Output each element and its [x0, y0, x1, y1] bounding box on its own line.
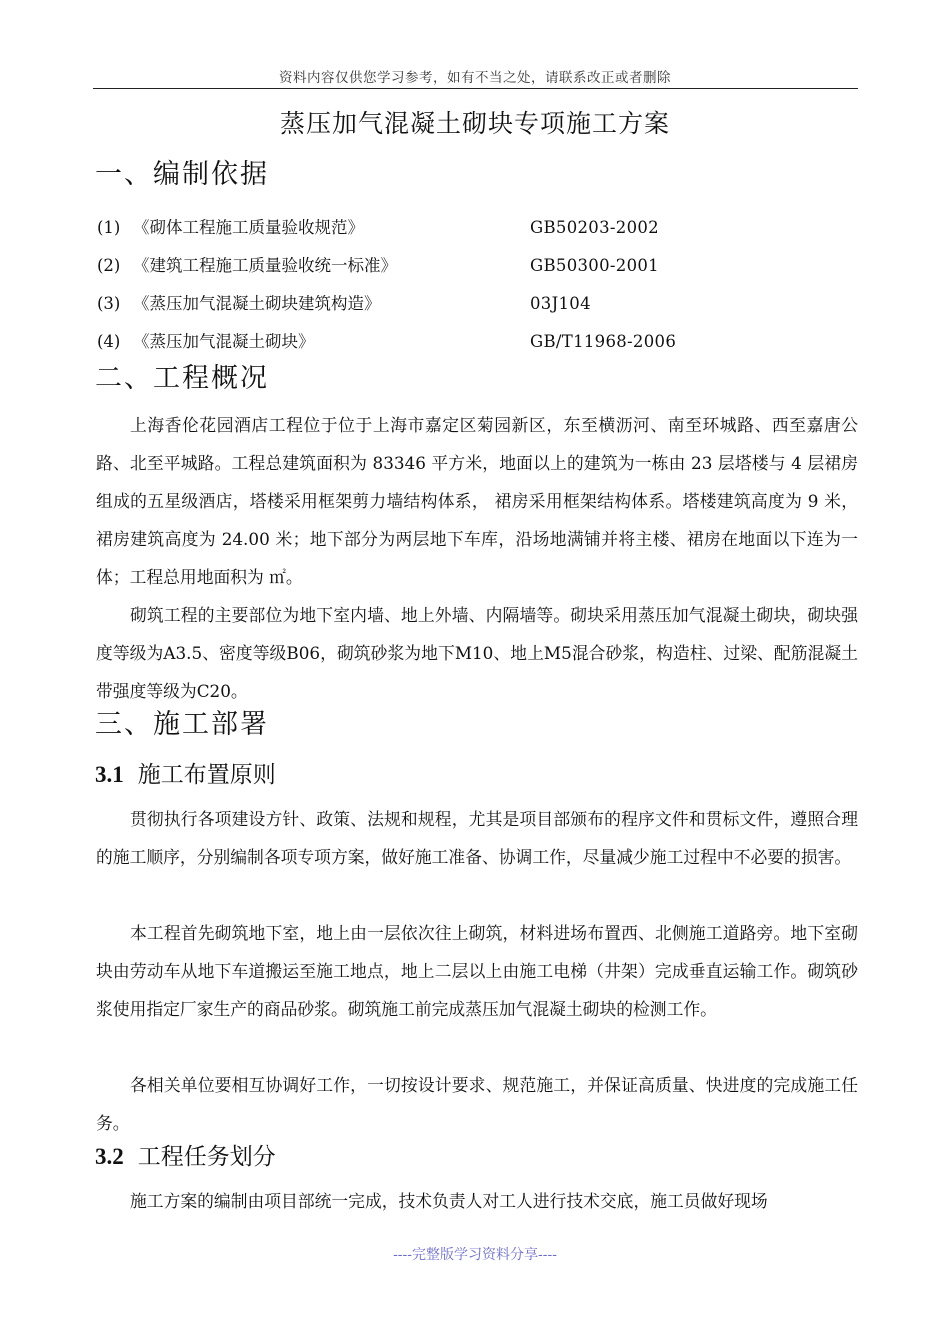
overview-paragraph: 上海香伦花园酒店工程位于位于上海市嘉定区菊园新区，东至横沥河、南至环城路、西至嘉唐公路、北至平城路。工程总建筑面积为 83346 平方米，地面以上的建筑为一栋由 23 层塔楼与 4 层裙房组成的五星级酒店，塔楼采用框架剪力墙结构体系， 裙房采用框架结构体系。塔楼建筑高度为 9 米，裙房建筑高度为 24.00 米；地下部分为两层地下车库，沿场地满铺并将主楼、裙房在地面以下连为一体；工程总用地面积为 ㎡。	[96, 415, 858, 587]
document-title: 蒸压加气混凝土砌块专项施工方案	[279, 109, 670, 138]
reference-index: (1)	[97, 218, 121, 237]
subsection-number: 3.1	[95, 762, 124, 787]
reference-index: (3)	[97, 294, 121, 313]
reference-item	[97, 292, 381, 316]
footer-note: ----完整版学习资料分享----	[393, 1247, 557, 1263]
sequence-paragraph: 本工程首先砌筑地下室，地上由一层依次往上砌筑，材料进场布置西、北侧施工道路旁。地下室砌块由劳动车从地下车道搬运至施工地点，地上二层以上由施工电梯（井架）完成垂直运输工作。砌筑砂浆使用指定厂家生产的商品砂浆。砌筑施工前完成蒸压加气混凝土砌块的检测工作。	[96, 923, 858, 1019]
subsection-heading-tasks	[95, 1138, 276, 1171]
reference-code: GB50203-2002	[530, 218, 659, 237]
reference-name: 《砌体工程施工质量验收规范》	[133, 218, 364, 237]
reference-item	[97, 330, 315, 354]
subsection-heading-principles	[95, 756, 276, 789]
coordination-paragraph: 各相关单位要相互协调好工作，一切按设计要求、规范施工，并保证高质量、快进度的完成施工任务。	[96, 1075, 858, 1133]
reference-name: 《蒸压加气混凝土砌块》	[133, 332, 315, 351]
header-rule	[93, 88, 858, 89]
reference-item	[97, 216, 364, 240]
masonry-paragraph: 砌筑工程的主要部位为地下室内墙、地上外墙、内隔墙等。砌块采用蒸压加气混凝土砌块，砌块强度等级为A3.5、密度等级B06，砌筑砂浆为地下M10、地上M5混合砂浆，构造柱、过梁、配筋混凝土带强度等级为C20。	[96, 605, 858, 701]
subsection-title: 工程任务划分	[137, 1144, 276, 1170]
reference-code: GB50300-2001	[530, 256, 659, 275]
header-note: 资料内容仅供您学习参考，如有不当之处，请联系改正或者删除	[279, 70, 671, 86]
tasks-paragraph: 施工方案的编制由项目部统一完成，技术负责人对工人进行技术交底，施工员做好现场	[130, 1191, 768, 1211]
reference-index: (4)	[97, 332, 121, 351]
section-heading-deployment: 三、施工部署	[95, 709, 269, 740]
principles-paragraph: 贯彻执行各项建设方针、政策、法规和规程，尤其是项目部颁布的程序文件和贯标文件，遵照合理的施工顺序，分别编制各项专项方案，做好施工准备、协调工作，尽量减少施工过程中不必要的损害。	[96, 809, 858, 867]
reference-name: 《蒸压加气混凝土砌块建筑构造》	[133, 294, 381, 313]
reference-item	[97, 254, 397, 278]
reference-index: (2)	[97, 256, 121, 275]
subsection-title: 施工布置原则	[137, 762, 276, 788]
reference-code: GB/T11968-2006	[530, 332, 677, 351]
reference-code: 03J104	[530, 294, 591, 313]
section-heading-overview: 二、工程概况	[95, 363, 269, 394]
subsection-number: 3.2	[95, 1144, 124, 1169]
section-heading-basis: 一、编制依据	[95, 159, 269, 190]
reference-name: 《建筑工程施工质量验收统一标准》	[133, 256, 397, 275]
